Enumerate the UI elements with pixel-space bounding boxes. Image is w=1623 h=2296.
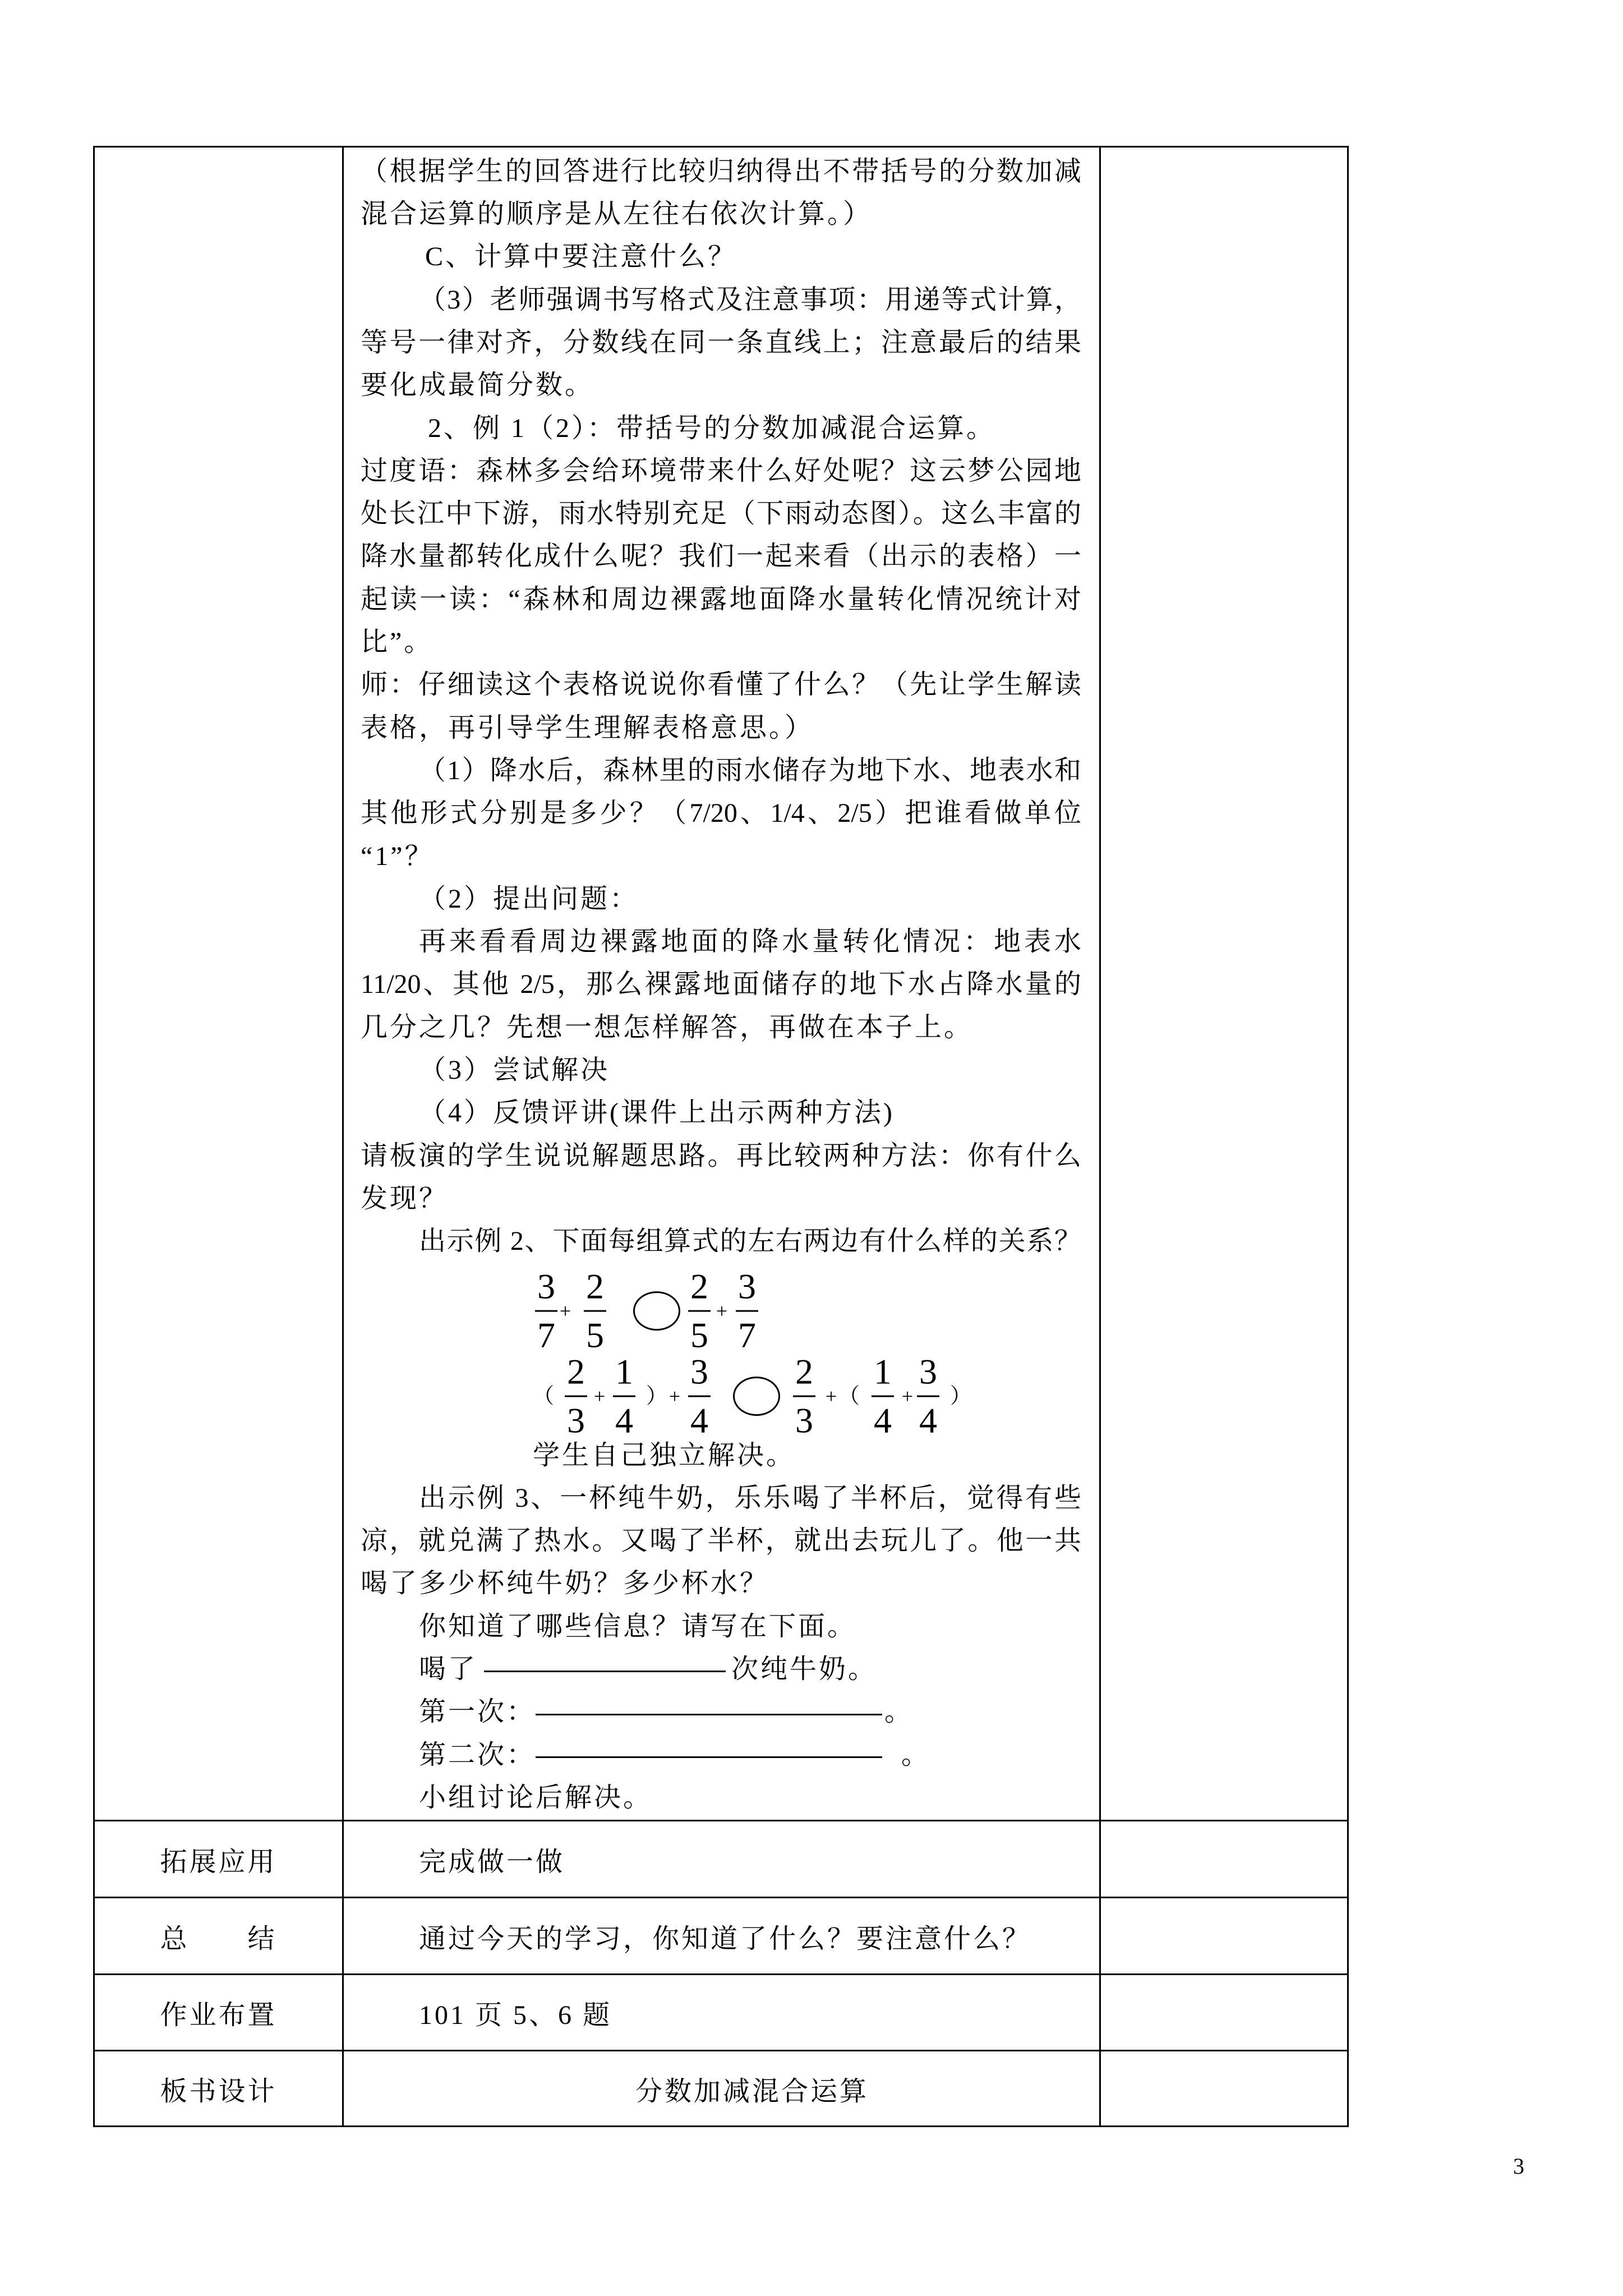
text-line: 2、例 1（2）：带括号的分数加减混合运算。 (428, 413, 996, 443)
text-line: 小组讨论后解决。 (419, 1782, 653, 1812)
row-label: 拓展应用 (94, 1821, 343, 1898)
fraction-numerator: 3 (919, 1351, 937, 1392)
teaching-process-content (344, 148, 1099, 1819)
text-line: 比”。 (361, 627, 434, 657)
text-line: 几分之几？先想一想怎样解答，再做在本子上。 (361, 1012, 974, 1042)
fill-in-prefix: 第一次： (419, 1697, 536, 1727)
plus-sign: + (825, 1385, 837, 1408)
row-content: 101 页 5、6 题 (419, 2000, 612, 2030)
row-content-cell (343, 1821, 1100, 1898)
empty-cell (1100, 1898, 1348, 1975)
row-label: 作业布置 (94, 1975, 343, 2051)
fill-in-line (361, 1734, 1081, 1777)
text-line: （1）降水后，森林里的雨水储存为地下水、地表水和 (419, 755, 1081, 785)
fraction-denominator: 7 (537, 1315, 555, 1355)
page-number: 3 (1513, 2154, 1524, 2179)
fraction-bar (736, 1310, 758, 1312)
equation-row-1 (361, 1263, 1081, 1359)
fraction (584, 1268, 606, 1353)
teaching-process-cell (343, 147, 1100, 1821)
fraction-bar (688, 1310, 711, 1312)
text-line: （根据学生的回答进行比较归纳得出不带括号的分数加减 (361, 156, 1081, 186)
empty-cell (94, 147, 343, 1821)
fill-in-suffix: 。 (901, 1740, 931, 1770)
fraction-numerator: 3 (537, 1266, 555, 1306)
fraction (917, 1351, 939, 1441)
fill-in-suffix: 次纯牛奶。 (731, 1654, 878, 1684)
text-line: 要化成最简分数。 (361, 370, 594, 401)
equation-row-2 (361, 1351, 1081, 1441)
fraction-bar (584, 1310, 606, 1312)
text-line: 降水量都转化成什么呢？我们一起来看（出示的表格）一 (361, 541, 1081, 572)
row-content-wrap (344, 2069, 1099, 2108)
fraction-denominator: 3 (795, 1400, 813, 1441)
fraction (565, 1351, 587, 1441)
text-line: C、计算中要注意什么？ (425, 242, 737, 272)
comparison-circle (633, 1291, 680, 1331)
row-content-wrap (344, 1993, 1099, 2032)
text-line: “1”？ (361, 841, 434, 871)
row-content-cell (343, 1898, 1100, 1975)
fraction-numerator: 2 (567, 1351, 585, 1392)
homework-row (94, 1975, 1348, 2051)
row-content-cell (343, 2051, 1100, 2127)
fill-in-prefix: 第二次： (419, 1740, 536, 1770)
row-content-cell (343, 1975, 1100, 2051)
text-line: 出示例 3、一杯纯牛奶，乐乐喝了半杯后，觉得有些 (419, 1483, 1081, 1513)
text-line: （4）反馈评讲(课件上出示两种方法) (419, 1098, 895, 1128)
fraction-bar (535, 1310, 557, 1312)
text-line: 凉，就兑满了热水。又喝了半杯，就出去玩儿了。他一共 (361, 1526, 1081, 1556)
fraction-denominator: 5 (690, 1315, 708, 1355)
text-line: 师：仔细读这个表格说说你看懂了什么？（先让学生解读 (361, 670, 1081, 700)
fraction (688, 1351, 711, 1441)
text-line: 表格，再引导学生理解表格意思。） (361, 712, 814, 743)
fraction-bar (613, 1396, 635, 1397)
fraction-denominator: 4 (690, 1400, 708, 1441)
left-parenthesis: （ (838, 1384, 860, 1409)
text-line: 混合运算的顺序是从左往右依次计算。） (361, 199, 873, 229)
plus-sign: + (901, 1385, 914, 1408)
text-line: 你知道了哪些信息？请写在下面。 (419, 1611, 857, 1641)
fraction-denominator: 7 (738, 1315, 756, 1355)
comparison-circle (733, 1377, 780, 1416)
fraction-bar (565, 1396, 587, 1397)
right-parenthesis: ） (645, 1384, 668, 1409)
answer-blank-line (484, 1671, 726, 1672)
fill-in-line (361, 1691, 1081, 1733)
summary-row (94, 1898, 1348, 1975)
fraction (688, 1268, 711, 1353)
fraction (736, 1268, 758, 1353)
fraction (872, 1351, 894, 1441)
fraction (535, 1268, 557, 1353)
fraction-denominator: 4 (874, 1400, 892, 1441)
text-line: 学生自己独立解决。 (533, 1440, 796, 1470)
text-line: 请板演的学生说说解题思路。再比较两种方法：你有什么 (361, 1140, 1081, 1171)
plus-sign: + (593, 1385, 606, 1408)
plus-sign: + (559, 1299, 571, 1322)
row-label: 总 结 (94, 1898, 343, 1975)
teaching-process-row (94, 147, 1348, 1821)
text-line: 喝了多少杯纯牛奶？多少杯水？ (361, 1568, 769, 1599)
fraction-numerator: 3 (690, 1351, 708, 1392)
row-content: 通过今天的学习，你知道了什么？要注意什么？ (419, 1924, 1032, 1954)
plus-sign: + (668, 1385, 681, 1408)
fraction-bar (688, 1396, 711, 1397)
text-line: 11/20、其他 2/5，那么裸露地面储存的地下水占降水量的 (361, 969, 1081, 1000)
text-line: （3）老师强调书写格式及注意事项：用递等式计算， (419, 284, 1081, 315)
text-line: 过度语：森林多会给环境带来什么好处呢？这云梦公园地 (361, 455, 1081, 486)
empty-cell (1100, 1821, 1348, 1898)
fraction-bar (917, 1396, 939, 1397)
fill-in-suffix: 。 (884, 1697, 914, 1727)
row-content-wrap (344, 1840, 1099, 1879)
fraction (793, 1351, 815, 1441)
fraction-denominator: 5 (586, 1315, 604, 1355)
text-line: 发现？ (361, 1183, 449, 1213)
fraction (613, 1351, 635, 1441)
fraction-numerator: 3 (738, 1266, 756, 1306)
text-line: （2）提出问题： (419, 884, 639, 914)
text-line: 处长江中下游，雨水特别充足（下雨动态图）。这么丰富的 (361, 499, 1081, 529)
fraction-numerator: 2 (795, 1351, 813, 1392)
empty-cell (1100, 1975, 1348, 2051)
row-content: 完成做一做 (419, 1847, 565, 1877)
text-line: 等号一律对齐，分数线在同一条直线上；注意最后的结果 (361, 327, 1081, 357)
extension-row (94, 1821, 1348, 1898)
fraction-bar (872, 1396, 894, 1397)
fraction-numerator: 1 (874, 1351, 892, 1392)
text-line: 起读一读：“森林和周边裸露地面降水量转化情况统计对 (361, 584, 1081, 614)
fraction-numerator: 2 (690, 1266, 708, 1306)
row-label: 板书设计 (94, 2051, 343, 2127)
text-line: 出示例 2、下面每组算式的左右两边有什么样的关系？ (419, 1226, 1081, 1257)
fraction-denominator: 4 (919, 1400, 937, 1441)
fraction-numerator: 1 (615, 1351, 633, 1392)
lesson-plan-table (93, 146, 1349, 2127)
answer-blank-line (536, 1756, 882, 1758)
answer-blank-line (536, 1714, 882, 1715)
empty-cell (1100, 2051, 1348, 2127)
text-line: 再来看看周边裸露地面的降水量转化情况：地表水 (419, 927, 1081, 957)
fraction-numerator: 2 (586, 1266, 604, 1306)
text-line: 其他形式分别是多少？（7/20、1/4、2/5）把谁看做单位 (361, 798, 1081, 829)
right-parenthesis: ） (949, 1384, 972, 1409)
left-parenthesis: （ (532, 1384, 555, 1409)
fill-in-line (361, 1648, 1081, 1691)
empty-cell (1100, 147, 1348, 1821)
plus-sign: + (716, 1299, 728, 1322)
board-design-row (94, 2051, 1348, 2127)
text-line: （3）尝试解决 (419, 1055, 610, 1085)
row-content-wrap (344, 1917, 1099, 1955)
fraction-denominator: 3 (567, 1400, 585, 1441)
fraction-bar (793, 1396, 815, 1397)
fraction-denominator: 4 (615, 1400, 633, 1441)
row-content: 分数加减混合运算 (635, 2076, 869, 2106)
fill-in-prefix: 喝了 (419, 1654, 478, 1684)
